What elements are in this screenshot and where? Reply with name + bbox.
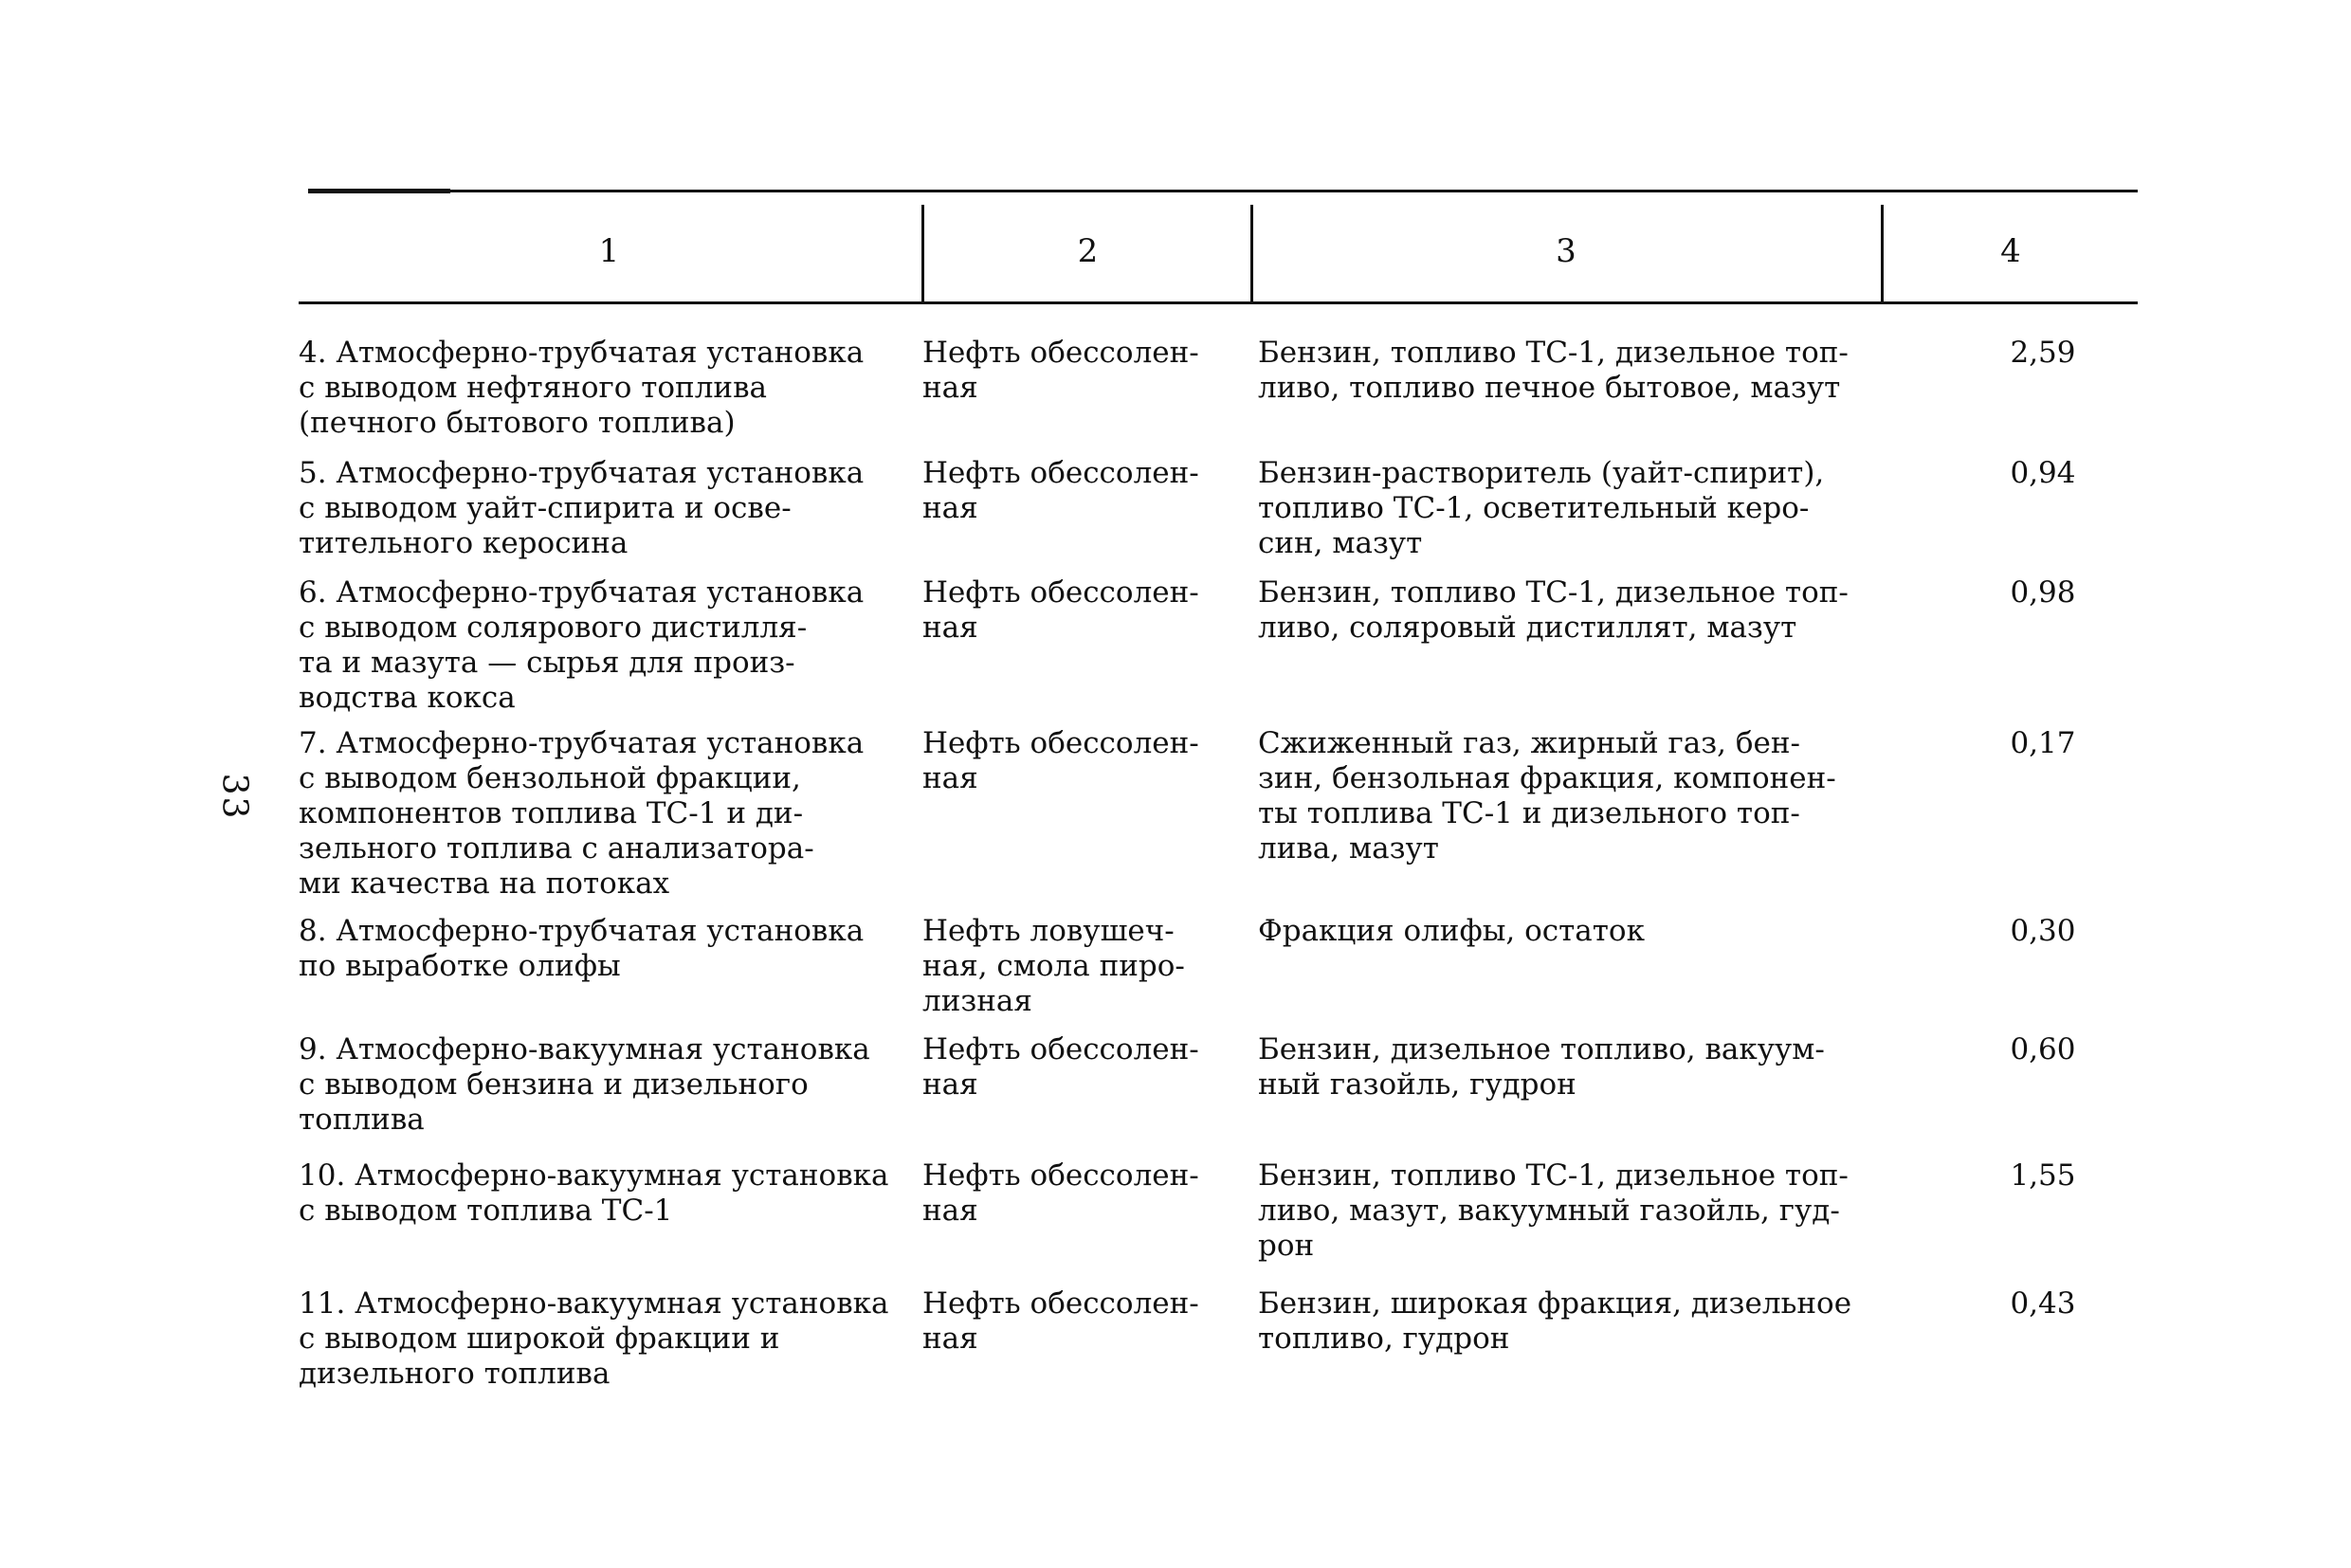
value: 0,94: [2010, 456, 2076, 490]
products: Сжиженный газ, жирный газ, бен- зин, бензольная фракция, компонен- ты топлива ТС-1 и дизельного топ- лива, мазут: [1258, 726, 1836, 866]
table-header-rule: [299, 301, 2138, 304]
feedstock: Нефть обессолен- ная: [922, 726, 1199, 795]
column-header-1: 1: [598, 232, 620, 270]
feedstock: Нефть обессолен- ная: [922, 1158, 1199, 1228]
installation-name: 6. Атмосферно-трубчатая установка с выводом солярового дистилля- та и мазута — сырья для произ- водства кокса: [299, 575, 865, 715]
installation-name: 5. Атмосферно-трубчатая установка с выводом уайт-спирита и осве- тительного керосина: [299, 456, 865, 560]
value: 1,55: [2010, 1158, 2076, 1193]
feedstock: Нефть обессолен- ная: [922, 575, 1199, 645]
products: Бензин, топливо ТС-1, дизельное топ- ливо, мазут, вакуумный газойль, гуд- рон: [1258, 1158, 1849, 1263]
column-header-3: 3: [1556, 232, 1576, 270]
column-header-2: 2: [1077, 232, 1099, 270]
products: Фракция олифы, остаток: [1258, 914, 1645, 948]
feedstock: Нефть обессолен- ная: [922, 1032, 1199, 1102]
value: 2,59: [2010, 336, 2076, 370]
installation-name: 11. Атмосферно-вакуумная установка с выводом широкой фракции и дизельного топлива: [299, 1286, 889, 1391]
feedstock: Нефть обессолен- ная: [922, 456, 1199, 525]
value: 0,43: [2010, 1286, 2076, 1321]
products: Бензин, широкая фракция, дизельное топливо, гудрон: [1258, 1286, 1852, 1356]
value: 0,60: [2010, 1032, 2076, 1067]
value: 0,98: [2010, 575, 2076, 610]
installation-name: 10. Атмосферно-вакуумная установка с выводом топлива ТС-1: [299, 1158, 889, 1228]
installation-name: 9. Атмосферно-вакуумная установка с выводом бензина и дизельного топлива: [299, 1032, 870, 1137]
feedstock: Нефть обессолен- ная: [922, 1286, 1199, 1356]
table-header: [299, 199, 2138, 303]
page-number: 33: [214, 773, 254, 821]
products: Бензин, топливо ТС-1, дизельное топ- ливо, соляровый дистиллят, мазут: [1258, 575, 1849, 645]
products: Бензин-растворитель (уайт-спирит), топливо ТС-1, осветительный керо- син, мазут: [1258, 456, 1825, 560]
installation-name: 4. Атмосферно-трубчатая установка с выводом нефтяного топлива (печного бытового топлива): [299, 336, 865, 440]
value: 0,30: [2010, 914, 2076, 948]
installation-name: 7. Атмосферно-трубчатая установка с выводом бензольной фракции, компонентов топлива ТС-1 и ди- зельного топлива с анализатора- ми качества на потоках: [299, 726, 865, 901]
products: Бензин, дизельное топливо, вакуум- ный газойль, гудрон: [1258, 1032, 1825, 1102]
products: Бензин, топливо ТС-1, дизельное топ- ливо, топливо печное бытовое, мазут: [1258, 336, 1849, 405]
column-header-4: 4: [2000, 232, 2021, 270]
value: 0,17: [2010, 726, 2076, 760]
table-top-rule-thick: [308, 189, 450, 193]
feedstock: Нефть обессолен- ная: [922, 336, 1199, 405]
feedstock: Нефть ловушеч- ная, смола пиро- лизная: [922, 914, 1185, 1018]
table-top-rule: [308, 190, 2138, 192]
installation-name: 8. Атмосферно-трубчатая установка по выработке олифы: [299, 914, 865, 983]
